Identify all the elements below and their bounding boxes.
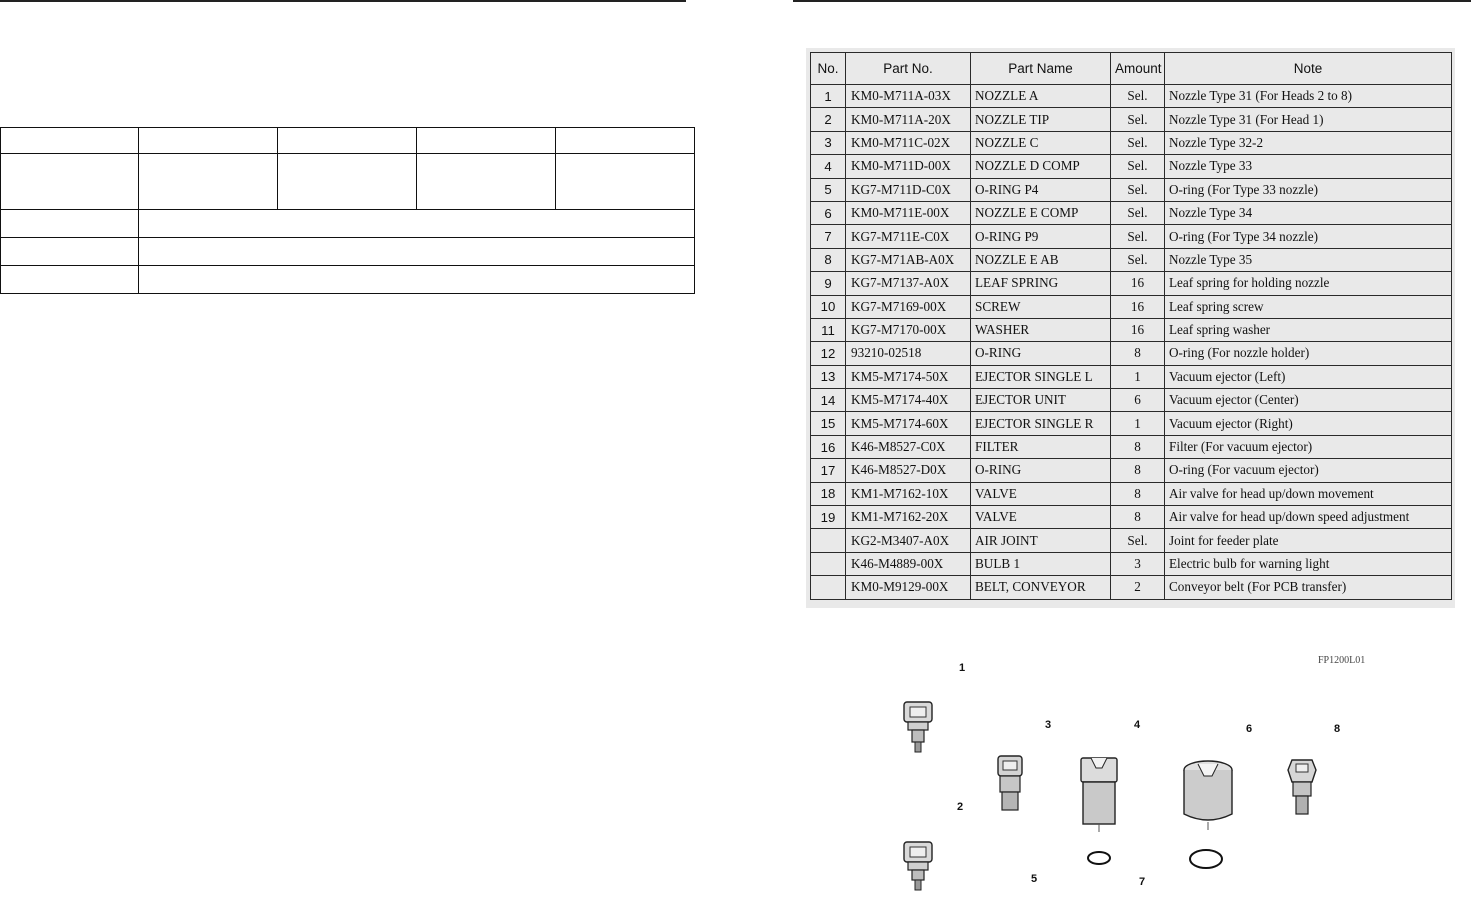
parts-table [810, 52, 1452, 600]
part-note: Air valve for head up/down movement [1165, 482, 1452, 505]
form-cell [1, 266, 139, 294]
figure-label-5: 5 [1031, 873, 1038, 885]
part-note: Electric bulb for warning light [1165, 552, 1452, 575]
nozzle-d-drawing [1074, 752, 1124, 832]
blank-form-table [0, 127, 695, 294]
form-cell-wide [139, 266, 695, 294]
form-cell [278, 154, 417, 210]
part-amount: Sel. [1111, 155, 1165, 178]
part-note: Vacuum ejector (Right) [1165, 412, 1452, 435]
table-row [811, 412, 1452, 435]
row-number: 11 [811, 318, 846, 341]
part-note: O-ring (For Type 33 nozzle) [1165, 178, 1452, 201]
form-cell [1, 128, 139, 154]
form-cell [139, 154, 278, 210]
part-number: KM0-M9129-00X [846, 576, 971, 599]
part-name: SCREW [971, 295, 1111, 318]
form-row [1, 238, 695, 266]
parts-table-header-row [811, 53, 1452, 85]
part-note: Vacuum ejector (Center) [1165, 389, 1452, 412]
part-amount: Sel. [1111, 131, 1165, 154]
form-cell-wide [139, 210, 695, 238]
part-name: EJECTOR SINGLE L [971, 365, 1111, 388]
row-number: 5 [811, 178, 846, 201]
table-row [811, 459, 1452, 482]
part-note: Leaf spring washer [1165, 318, 1452, 341]
part-name: NOZZLE C [971, 131, 1111, 154]
part-amount: Sel. [1111, 248, 1165, 271]
nozzle-c-drawing [990, 752, 1030, 822]
part-name: NOZZLE E COMP [971, 201, 1111, 224]
part-name: O-RING P4 [971, 178, 1111, 201]
form-cell-wide [139, 238, 695, 266]
part-amount: 16 [1111, 318, 1165, 341]
part-name: VALVE [971, 506, 1111, 529]
part-number: 93210-02518 [846, 342, 971, 365]
row-number [811, 552, 846, 575]
figure-label-7: 7 [1139, 876, 1146, 888]
part-note: O-ring (For nozzle holder) [1165, 342, 1452, 365]
part-amount: 8 [1111, 506, 1165, 529]
table-row [811, 155, 1452, 178]
row-number: 1 [811, 85, 846, 108]
figure-label-2: 2 [957, 801, 964, 813]
part-name: EJECTOR UNIT [971, 389, 1111, 412]
part-name: FILTER [971, 435, 1111, 458]
row-number: 16 [811, 435, 846, 458]
table-row [811, 552, 1452, 575]
part-note: O-ring (For vacuum ejector) [1165, 459, 1452, 482]
row-number [811, 529, 846, 552]
o-ring-p4-drawing [1084, 848, 1114, 868]
row-number: 7 [811, 225, 846, 248]
header-note: Note [1165, 53, 1452, 85]
part-name: EJECTOR SINGLE R [971, 412, 1111, 435]
part-note: Nozzle Type 33 [1165, 155, 1452, 178]
part-number: K46-M4889-00X [846, 552, 971, 575]
part-note: Joint for feeder plate [1165, 529, 1452, 552]
figure-label-4: 4 [1134, 719, 1141, 731]
part-amount: Sel. [1111, 225, 1165, 248]
table-row [811, 225, 1452, 248]
nozzle-a-drawing [898, 698, 938, 760]
row-number: 12 [811, 342, 846, 365]
part-amount: Sel. [1111, 201, 1165, 224]
nozzle-e-ab-drawing [1282, 756, 1322, 822]
part-amount: Sel. [1111, 85, 1165, 108]
part-number: KM0-M711A-03X [846, 85, 971, 108]
row-number: 13 [811, 365, 846, 388]
row-number [811, 576, 846, 599]
row-number: 8 [811, 248, 846, 271]
part-note: Filter (For vacuum ejector) [1165, 435, 1452, 458]
row-number: 15 [811, 412, 846, 435]
part-note: Leaf spring screw [1165, 295, 1452, 318]
part-amount: 8 [1111, 482, 1165, 505]
parts-list-scan [806, 48, 1455, 608]
row-number: 6 [811, 201, 846, 224]
table-row [811, 576, 1452, 599]
part-number: KM0-M711A-20X [846, 108, 971, 131]
table-row [811, 389, 1452, 412]
form-cell [278, 128, 417, 154]
part-number: KG7-M7170-00X [846, 318, 971, 341]
part-number: KG2-M3407-A0X [846, 529, 971, 552]
part-amount: 3 [1111, 552, 1165, 575]
part-amount: 16 [1111, 272, 1165, 295]
part-note: O-ring (For Type 34 nozzle) [1165, 225, 1452, 248]
part-amount: 8 [1111, 435, 1165, 458]
form-row [1, 210, 695, 238]
table-row [811, 272, 1452, 295]
figure-label-1: 1 [959, 662, 966, 674]
part-amount: 2 [1111, 576, 1165, 599]
form-row [1, 154, 695, 210]
part-amount: 1 [1111, 365, 1165, 388]
part-note: Conveyor belt (For PCB transfer) [1165, 576, 1452, 599]
part-number: KM1-M7162-10X [846, 482, 971, 505]
part-number: KG7-M711D-C0X [846, 178, 971, 201]
table-row [811, 318, 1452, 341]
figure-label-8: 8 [1334, 723, 1341, 735]
part-name: WASHER [971, 318, 1111, 341]
table-row [811, 85, 1452, 108]
part-number: KM5-M7174-40X [846, 389, 971, 412]
part-number: KG7-M71AB-A0X [846, 248, 971, 271]
part-number: KM0-M711D-00X [846, 155, 971, 178]
header-amount: Amount [1111, 53, 1165, 85]
form-row [1, 266, 695, 294]
part-amount: 1 [1111, 412, 1165, 435]
table-row [811, 342, 1452, 365]
part-name: LEAF SPRING [971, 272, 1111, 295]
table-row [811, 435, 1452, 458]
part-name: NOZZLE E AB [971, 248, 1111, 271]
part-name: BELT, CONVEYOR [971, 576, 1111, 599]
part-number: KG7-M7137-A0X [846, 272, 971, 295]
row-number: 18 [811, 482, 846, 505]
table-row [811, 482, 1452, 505]
part-number: KM0-M711C-02X [846, 131, 971, 154]
part-number: KG7-M7169-00X [846, 295, 971, 318]
form-cell [556, 128, 695, 154]
header-part-no: Part No. [846, 53, 971, 85]
part-number: KM0-M711E-00X [846, 201, 971, 224]
row-number: 19 [811, 506, 846, 529]
part-note: Nozzle Type 34 [1165, 201, 1452, 224]
part-amount: 8 [1111, 459, 1165, 482]
part-number: KG7-M711E-C0X [846, 225, 971, 248]
parts-table-body [811, 85, 1452, 600]
part-note: Nozzle Type 31 (For Head 1) [1165, 108, 1452, 131]
part-note: Vacuum ejector (Left) [1165, 365, 1452, 388]
row-number: 17 [811, 459, 846, 482]
part-number: K46-M8527-D0X [846, 459, 971, 482]
part-note: Nozzle Type 31 (For Heads 2 to 8) [1165, 85, 1452, 108]
part-name: O-RING [971, 342, 1111, 365]
part-name: BULB 1 [971, 552, 1111, 575]
part-name: NOZZLE TIP [971, 108, 1111, 131]
table-row [811, 295, 1452, 318]
nozzle-e-drawing [1178, 756, 1238, 830]
form-cell [417, 128, 556, 154]
row-number: 2 [811, 108, 846, 131]
row-number: 10 [811, 295, 846, 318]
header-part-name: Part Name [971, 53, 1111, 85]
row-number: 4 [811, 155, 846, 178]
figure-label-6: 6 [1246, 723, 1253, 735]
part-amount: 6 [1111, 389, 1165, 412]
page-header-rule-right [793, 0, 1471, 2]
part-amount: Sel. [1111, 178, 1165, 201]
row-number: 3 [811, 131, 846, 154]
table-row [811, 108, 1452, 131]
part-note: Air valve for head up/down speed adjustment [1165, 506, 1452, 529]
form-row [1, 128, 695, 154]
figure-label-3: 3 [1045, 719, 1052, 731]
part-number: K46-M8527-C0X [846, 435, 971, 458]
nozzle-tip-drawing [898, 838, 938, 900]
form-cell [1, 154, 139, 210]
part-name: O-RING [971, 459, 1111, 482]
part-name: NOZZLE A [971, 85, 1111, 108]
part-note: Nozzle Type 32-2 [1165, 131, 1452, 154]
part-amount: 16 [1111, 295, 1165, 318]
part-name: O-RING P9 [971, 225, 1111, 248]
part-number: KM5-M7174-60X [846, 412, 971, 435]
table-row [811, 131, 1452, 154]
part-amount: Sel. [1111, 529, 1165, 552]
form-cell [556, 154, 695, 210]
form-cell [139, 128, 278, 154]
part-amount: 8 [1111, 342, 1165, 365]
table-row [811, 529, 1452, 552]
table-row [811, 506, 1452, 529]
part-note: Leaf spring for holding nozzle [1165, 272, 1452, 295]
o-ring-p9-drawing [1186, 846, 1226, 872]
part-name: AIR JOINT [971, 529, 1111, 552]
part-name: VALVE [971, 482, 1111, 505]
table-row [811, 248, 1452, 271]
page-header-rule-left [0, 0, 686, 2]
figure-code: FP1200L01 [1318, 655, 1366, 666]
header-no: No. [811, 53, 846, 85]
row-number: 14 [811, 389, 846, 412]
part-name: NOZZLE D COMP [971, 155, 1111, 178]
part-note: Nozzle Type 35 [1165, 248, 1452, 271]
form-cell [417, 154, 556, 210]
table-row [811, 201, 1452, 224]
part-amount: Sel. [1111, 108, 1165, 131]
form-cell [1, 210, 139, 238]
part-number: KM1-M7162-20X [846, 506, 971, 529]
table-row [811, 365, 1452, 388]
row-number: 9 [811, 272, 846, 295]
table-row [811, 178, 1452, 201]
form-cell [1, 238, 139, 266]
part-number: KM5-M7174-50X [846, 365, 971, 388]
